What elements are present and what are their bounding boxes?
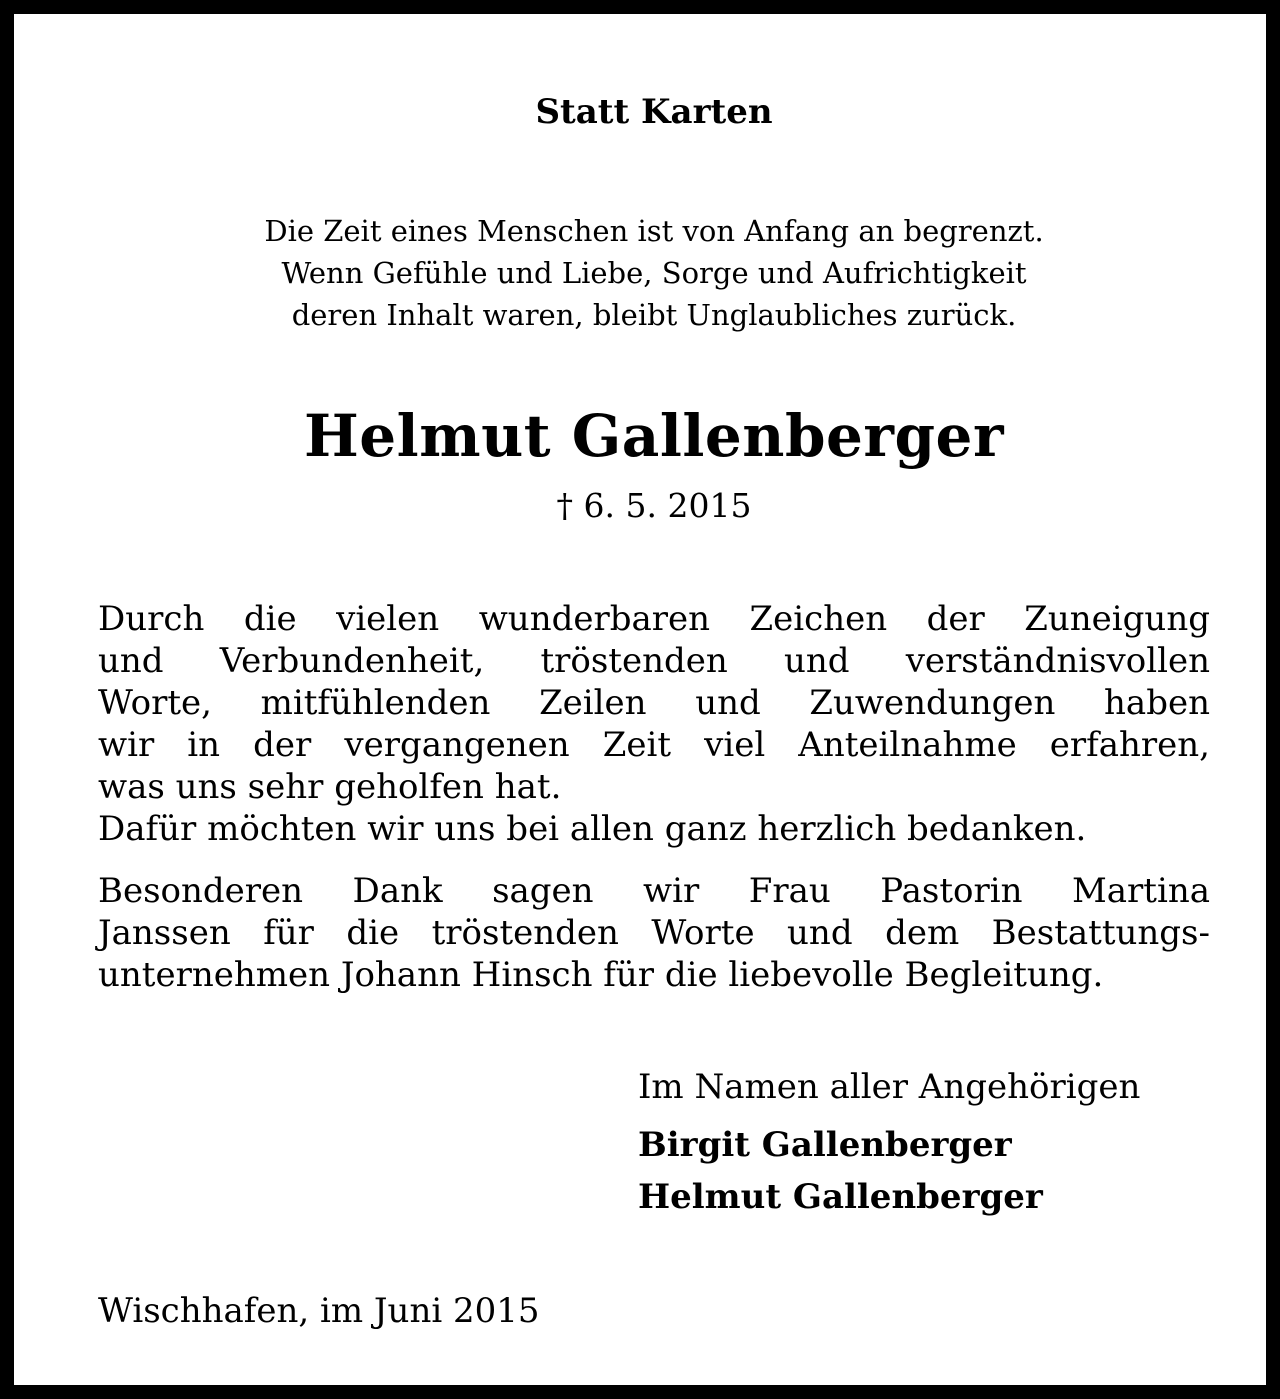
special-thanks-paragraph	[98, 870, 1210, 996]
death-date: † 6. 5. 2015	[556, 486, 752, 525]
signature-name: Helmut Gallenberger	[638, 1177, 1043, 1217]
signature-name: Birgit Gallenberger	[638, 1125, 1012, 1165]
paragraph-line: Durch die vielen wunderbaren Zeichen der Zuneigung	[98, 599, 1210, 639]
motto-quote	[14, 210, 1280, 336]
signature-intro: Im Namen aller Angehörigen	[638, 1067, 1141, 1107]
motto-line: Die Zeit eines Menschen ist von Anfang an begrenzt.	[264, 214, 1044, 248]
deceased-name: Helmut Gallenberger	[303, 402, 1005, 470]
paragraph-line: Worte, mitfühlenden Zeilen und Zuwendungen haben	[98, 683, 1210, 723]
paragraph-line: was uns sehr geholfen hat.	[98, 767, 562, 807]
motto-line: Wenn Gefühle und Liebe, Sorge und Aufrichtigkeit	[281, 256, 1027, 290]
place-and-date: Wischhafen, im Juni 2015	[98, 1291, 540, 1331]
paragraph-line: Janssen für die tröstenden Worte und dem Bestattungs-	[98, 913, 1210, 953]
thanks-paragraph	[98, 598, 1210, 850]
paragraph-line: Besonderen Dank sagen wir Frau Pastorin Martina	[98, 871, 1210, 911]
motto-line: deren Inhalt waren, bleibt Unglaubliches zurück.	[291, 298, 1017, 332]
paragraph-line: wir in der vergangenen Zeit viel Anteilnahme erfahren,	[98, 725, 1210, 765]
paragraph-line: und Verbundenheit, tröstenden und verständnisvollen	[98, 641, 1210, 681]
paragraph-line: unternehmen Johann Hinsch für die liebevolle Begleitung.	[98, 955, 1104, 995]
notice-header: Statt Karten	[535, 92, 773, 132]
paragraph-line: Dafür möchten wir uns bei allen ganz herzlich bedanken.	[98, 809, 1087, 849]
